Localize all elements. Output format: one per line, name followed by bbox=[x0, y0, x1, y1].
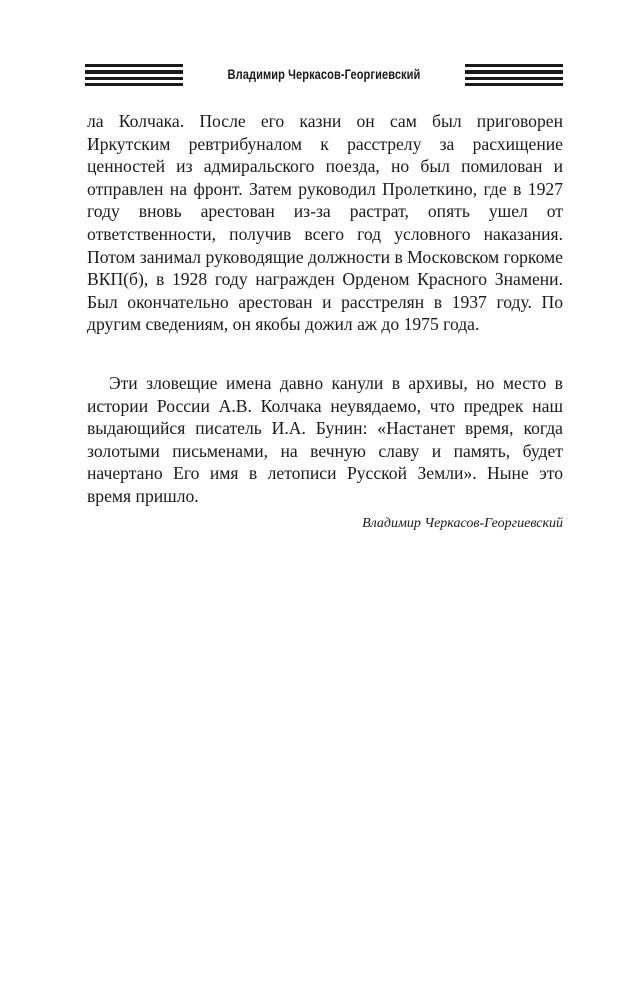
running-title: Владимир Черкасов-Георгиевский bbox=[227, 67, 421, 82]
header-rule-left bbox=[85, 64, 183, 86]
body-paragraph-1: ла Колчака. После его казни он сам был приговорен Иркутским ревтрибуналом к расстрелу за расхищение ценностей из адмиральского поезда, но был помилован и отправлен на фронт. Затем руководил Пролеткино, где в 1927 году вновь арестован из-за растрат, опять ушел от ответственности, получив всего год условного наказания. Потом занимал руководящие должности в Московском горкоме ВКП(б), в 1928 году награжден Орденом Красного Знамени. Был окончательно арестован и расстрелян в 1937 году. По другим сведениям, он якобы дожил аж до 1975 года. bbox=[87, 111, 563, 335]
author-signature: Владимир Черкасов-Георгиевский bbox=[362, 516, 563, 531]
header-rule-right bbox=[465, 64, 563, 86]
running-header bbox=[85, 62, 563, 88]
body-paragraph-2: Эти зловещие имена давно канули в архивы, но место в истории России А.В. Колчака неувядаемо, что предрек наш выдающийся писатель И.А. Бунин: «Настанет время, когда золотыми письменами, на вечную славу и память, будет начертано Его имя в летописи Русской Земли». Ныне это время пришло. bbox=[87, 373, 563, 506]
